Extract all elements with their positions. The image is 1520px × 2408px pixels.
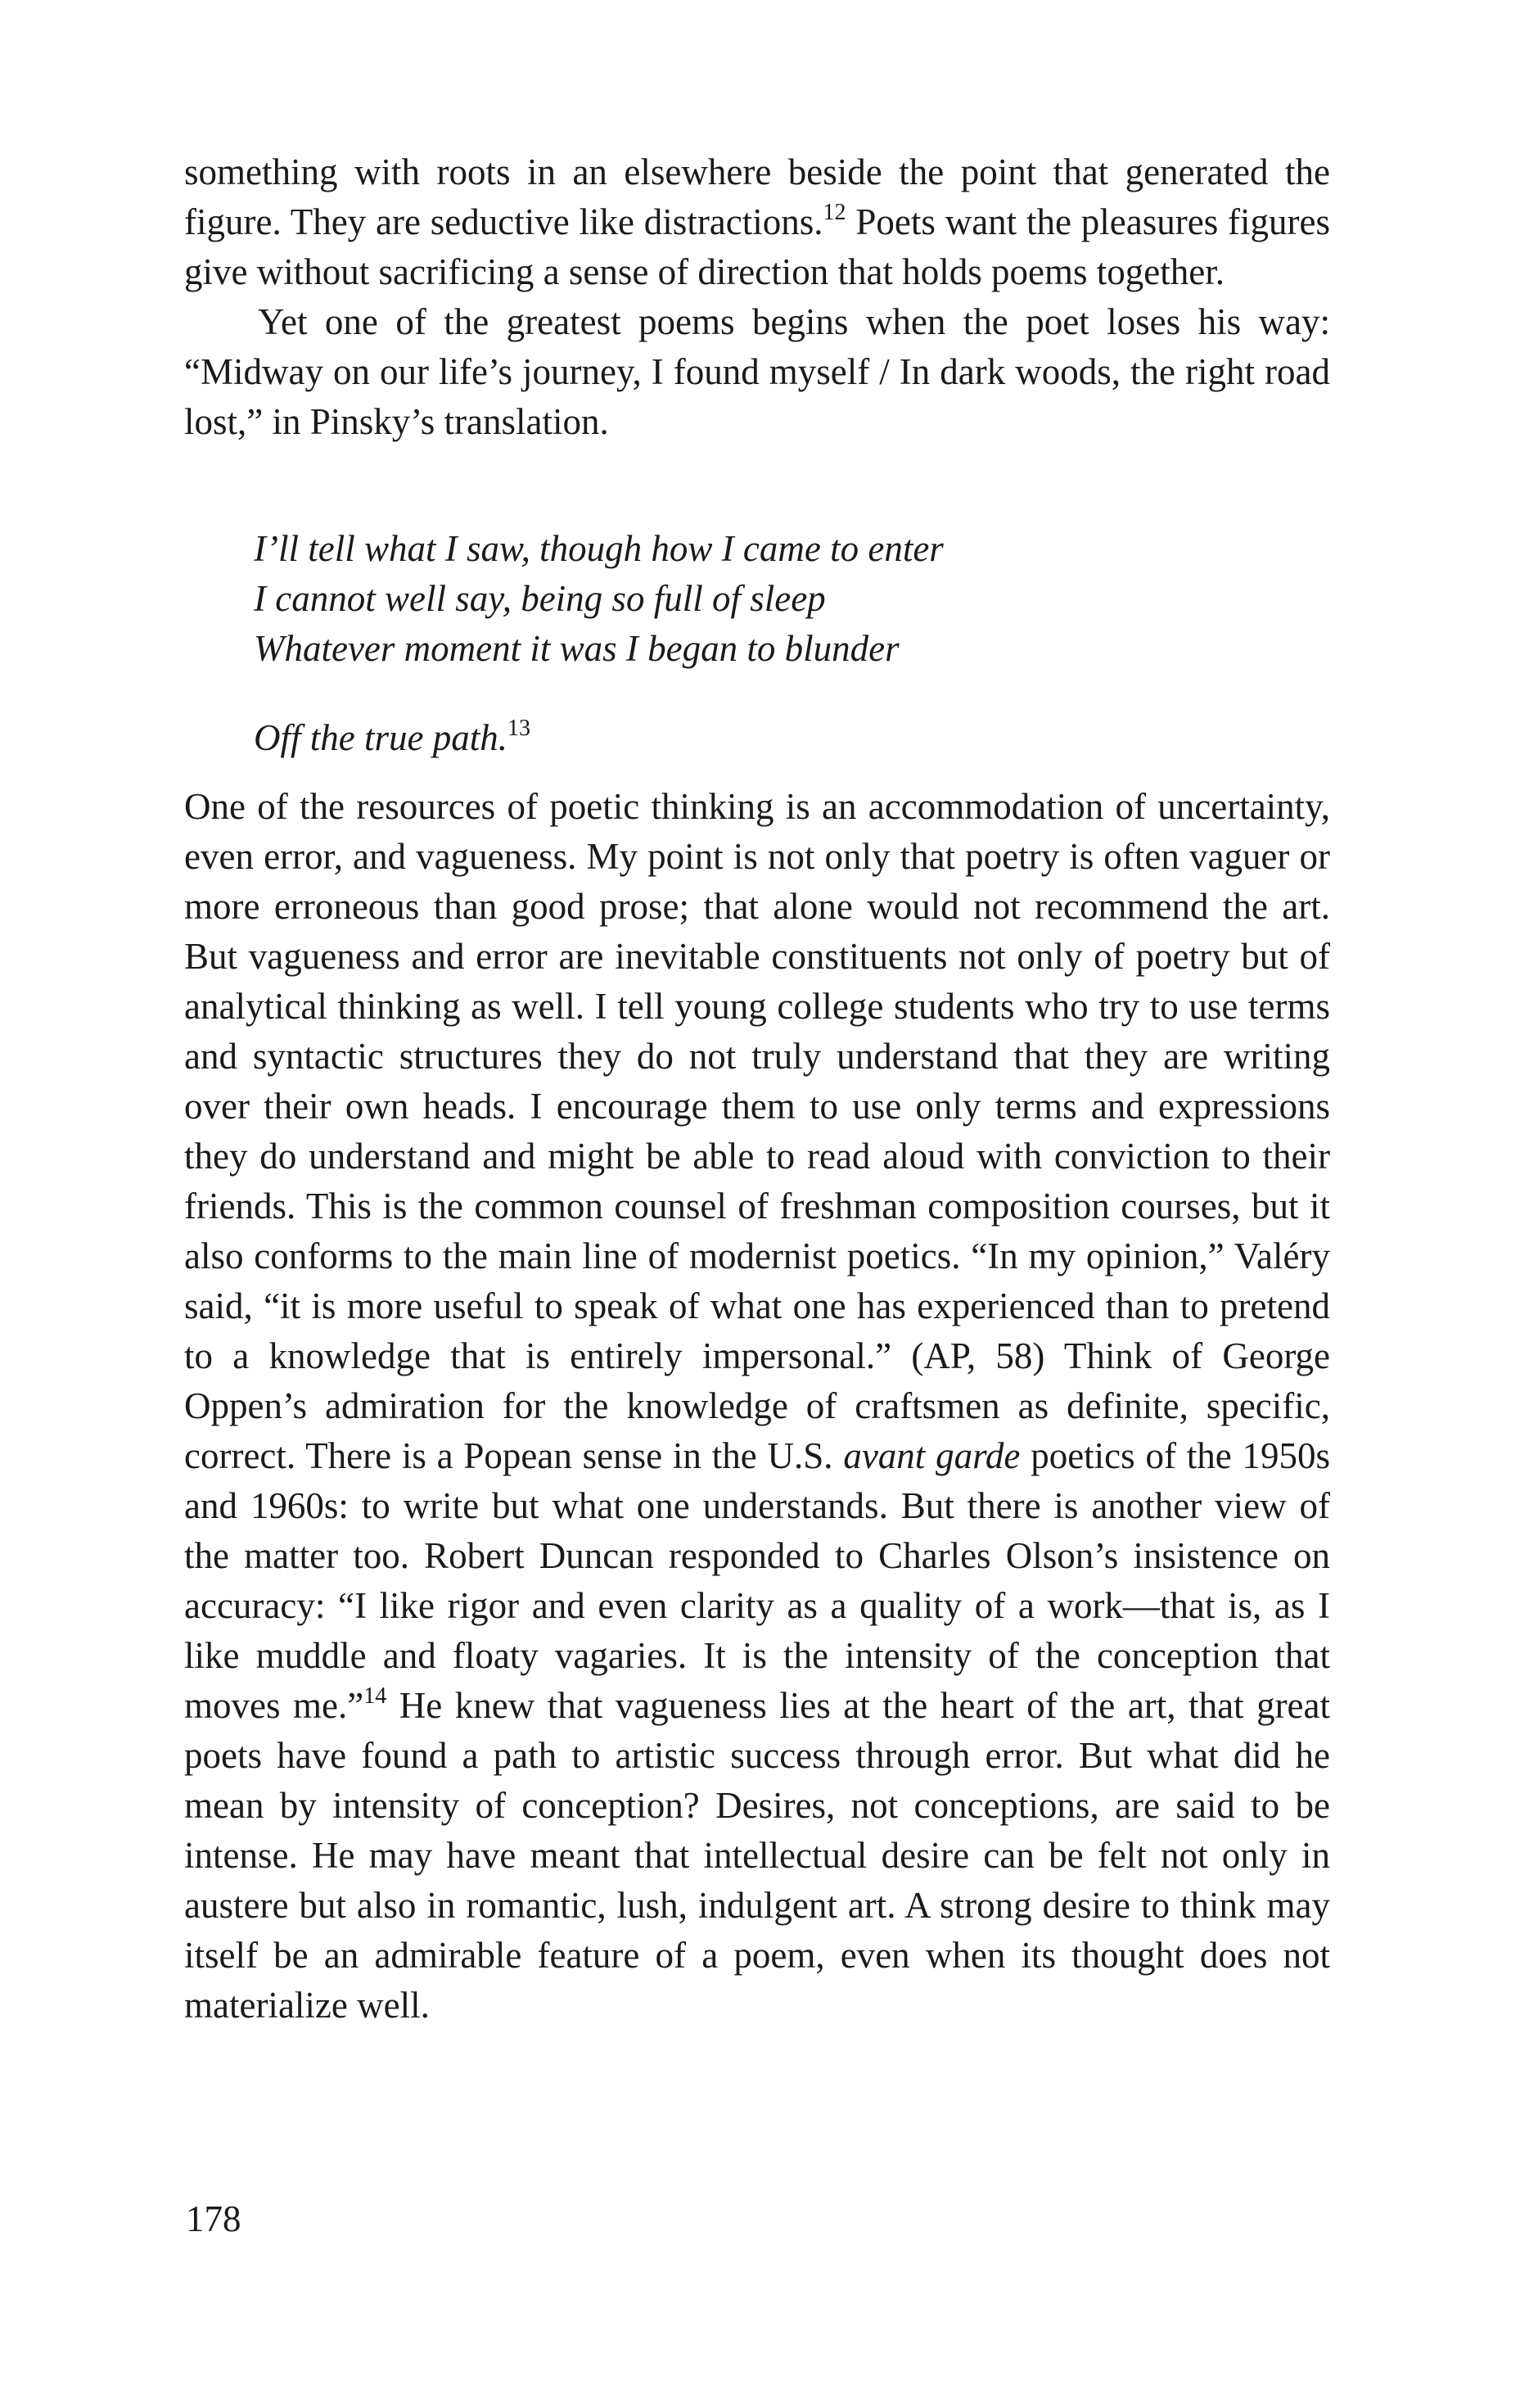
footnote-ref-12: 12 [823, 200, 846, 225]
lower-text-block [184, 782, 1330, 2031]
italic-phrase: avant garde [843, 1435, 1021, 1476]
paragraph-continued [184, 147, 1330, 297]
paragraph-vagueness [184, 782, 1330, 2031]
verse-quotation [254, 524, 1318, 763]
paragraph-text: One of the resources of poetic thinking is an accommodation of uncertainty, even error, and vagueness. My point is not only that poetry is often vaguer or more erroneous than good prose; that alone would not recommend the art. But vagueness and error are inevitable constituents not only of poetry but of analytical thinking as well. I tell young college students who try to use terms and syntactic structures they do not truly understand that they are writing over their own heads. I encourage them to use only terms and expressions they do understand and might be able to read aloud with conviction to their friends. This is the common counsel of freshman composition courses, but it also conforms to the main line of modernist poetics. “In my opinion,” Valéry said, “it is more useful to speak of what one has experienced than to pretend to a knowledge that is entirely impersonal.” (AP, 58) Think of George Oppen’s admiration for the knowledge of craftsmen as definite, specific, correct. There is a Popean sense in the U.S. [184, 786, 1330, 1476]
page-number: 178 [186, 2198, 241, 2239]
verse-line [254, 713, 1318, 763]
footnote-ref-13: 13 [507, 716, 530, 741]
paragraph-text: poetics of the 1950s and 1960s: to write but what one understands. But there is another view of the matter too. Robert Duncan responded to Charles Olson’s insistence on accuracy: “I like rigor and even clarity as a quality of a work—that is, as I like muddle and floaty vagaries. It is the intensity of the conception that moves me.” [184, 1435, 1331, 1726]
footnote-ref-14: 14 [363, 1683, 387, 1709]
verse-line: Whatever moment it was I began to blunder [254, 628, 900, 669]
paragraph-dante: Yet one of the greatest poems begins when the poet loses his way: “Midway on our life’s journey, I found myself / In dark woods, the right road lost,” in Pinsky’s translation. [184, 301, 1330, 442]
verse-line-text: Off the true path. [254, 717, 507, 758]
verse-line: I’ll tell what I saw, though how I came to enter [254, 528, 944, 569]
verse-line: I cannot well say, being so full of sleep [254, 578, 826, 619]
paragraph-text: He knew that vagueness lies at the heart of the art, that great poets have found a path to artistic success through error. But what did he mean by intensity of conception? Desires, not conceptions, are said to be intense. He may have meant that intellectual desire can be felt not only in austere but also in romantic, lush, indulgent art. A strong desire to think may itself be an admirable feature of a poem, even when its thought does not materialize well. [184, 1685, 1331, 2026]
paragraph-text: Poets want the pleasures figures give without sacrificing a sense of direction that holds poems together. [184, 201, 1331, 292]
paragraph-text: something with roots in an elsewhere beside the point that generated the figure. They are seductive like distractions. [184, 151, 1330, 242]
upper-text-block [184, 147, 1330, 447]
